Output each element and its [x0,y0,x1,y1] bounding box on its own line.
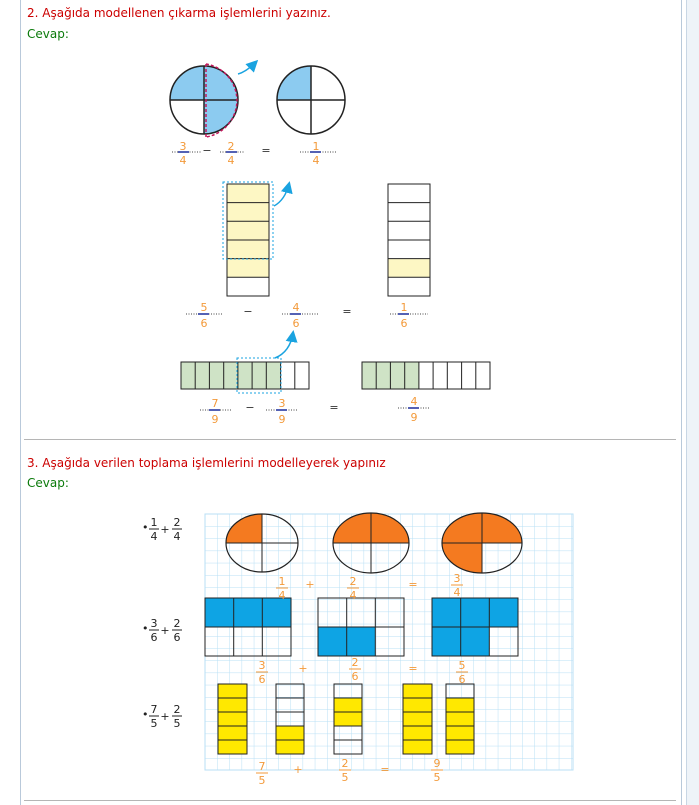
bullet: • [142,708,149,721]
ellipse-model-three-quarters [442,513,522,573]
answer-numerator: 3 [258,659,266,672]
fraction-denominator: 4 [227,154,235,167]
question-3-answer-label: Cevap: [27,476,69,490]
fraction-numerator: 2 [227,140,235,153]
minus-sign: − [245,401,255,414]
fraction-denominator: 9 [211,413,219,426]
question-2-answer-label: Cevap: [27,27,69,41]
question-2-title: 2. Aşağıda modellenen çıkarma işlemlerini yazınız. [27,6,331,20]
answer-denominator: 5 [258,774,266,787]
fraction-numerator: 1 [312,140,320,153]
plus-sign: + [298,662,308,675]
fraction-denominator: 6 [400,317,408,330]
answer-numerator: 9 [433,757,441,770]
prompt-denominator: 6 [173,631,181,644]
equals-sign: = [380,763,390,776]
fraction-numerator: 1 [400,301,408,314]
answer-denominator: 5 [433,771,441,784]
prompt-numerator: 2 [173,617,181,630]
fraction-numerator: 3 [278,397,286,410]
fraction-denominator: 4 [179,154,187,167]
plus-sign: + [160,624,170,637]
fraction-denominator: 9 [410,411,418,424]
prompt-denominator: 5 [150,717,158,730]
answer-numerator: 5 [458,659,466,672]
answer-numerator: 3 [453,572,461,585]
prompt-numerator: 3 [150,617,158,630]
fraction-denominator: 9 [278,413,286,426]
fraction-denominator: 6 [200,317,208,330]
prompt-numerator: 2 [173,703,181,716]
fraction-numerator: 7 [211,397,219,410]
minus-sign: − [202,144,212,157]
ellipse-model-two-quarters [333,513,409,573]
equals-sign: = [408,578,418,591]
prompt-numerator: 1 [150,516,158,529]
equals-sign: = [329,401,339,414]
ellipse-model-one-quarter [226,514,298,572]
fraction-denominator: 6 [292,317,300,330]
prompt-numerator: 7 [150,703,158,716]
answer-numerator: 2 [341,757,349,770]
answer-denominator: 6 [258,673,266,686]
minus-sign: − [243,305,253,318]
answer-numerator: 1 [278,575,286,588]
answer-denominator: 4 [453,586,461,599]
prompt-denominator: 5 [173,717,181,730]
answer-denominator: 4 [278,589,286,602]
prompt-denominator: 6 [150,631,158,644]
prompt-denominator: 4 [150,530,158,543]
answer-denominator: 4 [349,589,357,602]
equals-sign: = [261,144,271,157]
fraction-numerator: 5 [200,301,208,314]
equals-sign: = [408,662,418,675]
answer-numerator: 7 [258,760,266,773]
plus-sign: + [160,523,170,536]
prompt-denominator: 4 [173,530,181,543]
bullet: • [142,622,149,635]
answer-denominator: 6 [458,673,466,686]
fraction-denominator: 4 [312,154,320,167]
section-divider [24,800,676,801]
plus-sign: + [305,578,315,591]
plus-sign: + [160,710,170,723]
plus-sign: + [293,763,303,776]
fraction-numerator: 4 [410,395,418,408]
answer-denominator: 5 [341,771,349,784]
answer-numerator: 2 [351,656,359,669]
answer-numerator: 2 [349,575,357,588]
question-3-title: 3. Aşağıda verilen toplama işlemlerini modelleyerek yapınız [27,456,386,470]
fraction-numerator: 4 [292,301,300,314]
bullet: • [142,521,149,534]
equals-sign: = [342,305,352,318]
answer-denominator: 6 [351,670,359,683]
fraction-numerator: 3 [179,140,187,153]
prompt-numerator: 2 [173,516,181,529]
